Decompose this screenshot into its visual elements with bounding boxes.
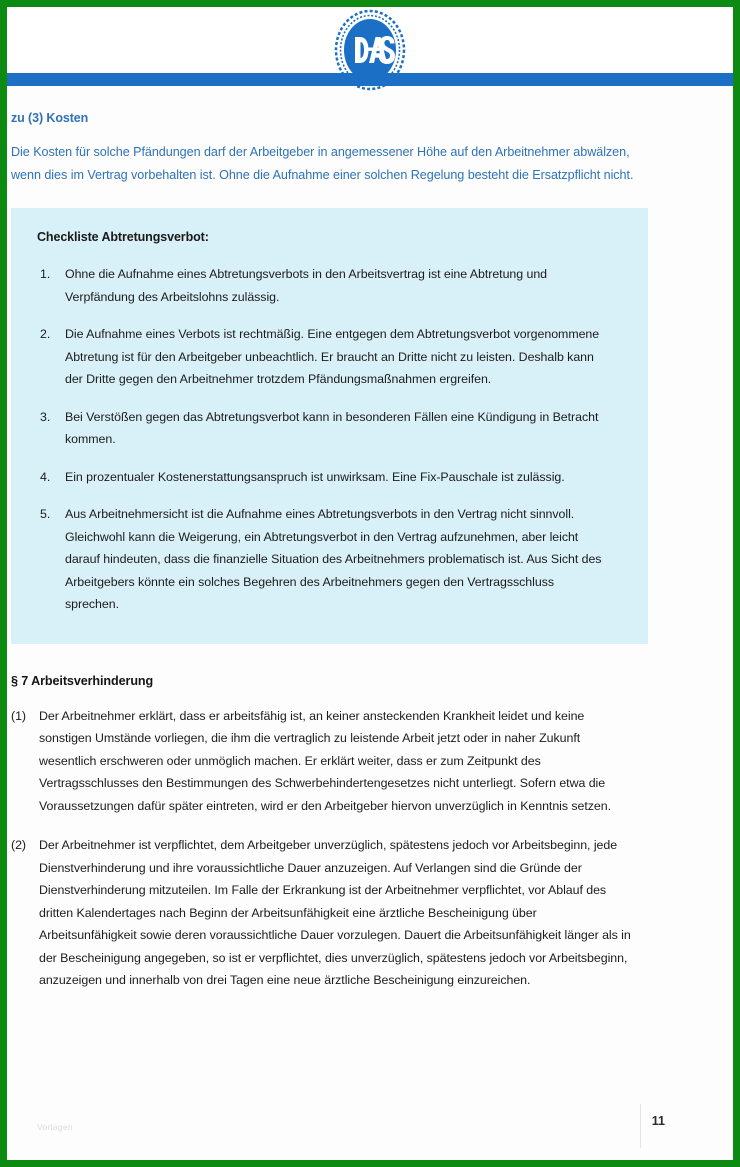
paragraph-text: Der Arbeitnehmer erklärt, dass er arbeitsfähig ist, an keiner ansteckenden Krankheit leidet und keine sonstigen Umstände vorliegen, die ihm die vertraglich zu leistende Arbeit jetzt oder in naher Zukunft wesentlich erschweren oder unmöglich machen. Er erklärt weiter, dass er zum Zeitpunkt des Vertragsschlusses den Bestimmungen des Schwerbehindertengesetzes nicht unterliegt. Sofern etwa die Voraussetzungen dafür später eintreten, wird er den Arbeitgeber hiervon unverzüglich in Kenntnis setzen. (39, 708, 612, 813)
page-footer (7, 1104, 733, 1150)
checklist-title: Checkliste Abtretungsverbot: (37, 230, 209, 244)
intro-block (7, 86, 733, 644)
list-item: Ohne die Aufnahme eines Abtretungsverbots in den Arbeitsvertrag ist eine Abtretung und Verpfändung des Arbeitslohns zulässig. (65, 267, 548, 304)
footer-divider (640, 1104, 641, 1148)
footer-label: Vorlagen (37, 1122, 73, 1132)
page-content (7, 86, 733, 1160)
page-number: 11 (651, 1114, 665, 1128)
intro-heading: zu (3) Kosten (11, 111, 89, 125)
section-arbeitsverhinderung (7, 674, 733, 992)
list-item: Die Aufnahme eines Verbots ist rechtmäßig. Eine entgegen dem Abtretungsverbot vorgenommene Abtretung ist für den Arbeitgeber unbeachtlich. Er braucht an Dritte nicht zu leisten. Deshalb kann der Dritte gegen den Arbeitnehmer trotzdem Pfändungsmaßnahmen ergreifen. (65, 327, 600, 386)
paragraph-text: Der Arbeitnehmer ist verpflichtet, dem Arbeitgeber unverzüglich, spätestens jedoch vor Arbeitsbeginn, jede Dienstverhinderung und ihre voraussichtliche Dauer anzuzeigen. Auf Verlangen sind die Gründe der Dienstverhinderung mitzuteilen. Im Falle der Erkrankung ist der Arbeitnehmer verpflichtet, vor Ablauf des dritten Kalendertages nach Beginn der Arbeitsunfähigkeit eine ärztliche Bescheinigung über Arbeitsunfähigkeit sowie deren voraussichtliche Dauer vorzulegen. Dauert die Arbeitsunfähigkeit länger als in der Bescheinigung angegeben, so ist er verpflichtet, dies unverzüglich, spätestens jedoch vor Arbeitsbeginn, anzuzeigen und innerhalb von drei Tagen eine neue ärztliche Bescheinigung einzureichen. (39, 838, 631, 987)
section-heading: § 7 Arbeitsverhinderung (11, 673, 154, 688)
paragraph-2 (11, 834, 633, 992)
checklist-callout (11, 208, 648, 644)
page-header (7, 7, 733, 73)
intro-paragraph: Die Kosten für solche Pfändungen darf der Arbeitgeber in angemessener Höhe auf den Arbeitnehmer abwälzen, wenn dies im Vertrag vorbehalten ist. Ohne die Aufnahme einer solchen Regelung besteht die Ersatzpflicht nicht. (11, 145, 634, 182)
paragraph-number: (1) (11, 708, 26, 723)
list-item: Aus Arbeitnehmersicht ist die Aufnahme eines Abtretungsverbots in den Vertrag nicht sinnvoll. Gleichwohl kann die Weigerung, ein Abtretungsverbot in den Vertrag aufzunehmen, aber leicht darauf hindeuten, dass die finanzielle Situation des Arbeitnehmers problematisch ist. Aus Sicht des Arbeitgebers könnte ein solches Begehren des Arbeitnehmers gegen den Vertragsschluss sprechen. (65, 507, 602, 611)
paragraph-1 (11, 705, 633, 818)
header-blue-rule (7, 73, 733, 86)
list-item: Ein prozentualer Kostenerstattungsanspruch ist unwirksam. Eine Fix-Pauschale ist zulässig. (65, 469, 565, 484)
list-item: Bei Verstößen gegen das Abtretungsverbot kann in besonderen Fällen eine Kündigung in Betracht kommen. (65, 409, 599, 446)
page-inner (7, 7, 733, 1160)
paragraph-number: (2) (11, 838, 26, 852)
checklist-list (37, 263, 608, 616)
